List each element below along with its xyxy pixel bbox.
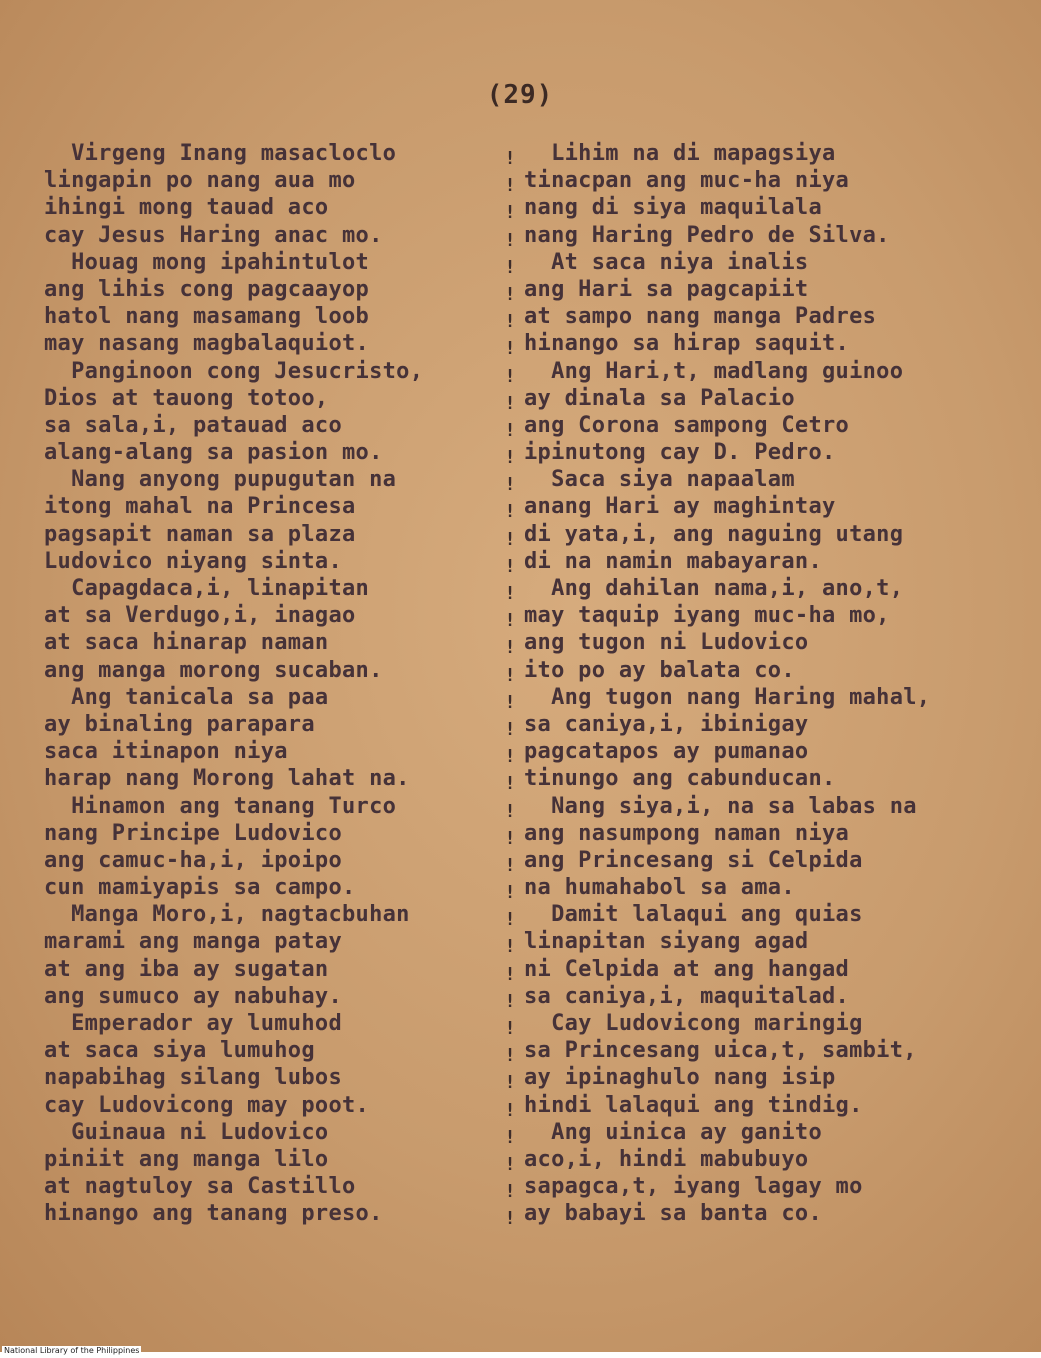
divider-mark: ! xyxy=(504,882,516,904)
verse-line: cay Ludovicong may poot. xyxy=(44,1092,370,1118)
verse-line: Hinamon ang tanang Turco xyxy=(44,793,397,819)
verse-line: harap nang Morong lahat na. xyxy=(44,766,410,792)
verse-line: sapagca,t, iyang lagay mo xyxy=(524,1174,863,1200)
divider-mark: ! xyxy=(504,1208,516,1230)
verse-line: Saca siya napaalam xyxy=(524,467,795,493)
divider-mark: ! xyxy=(504,827,516,849)
verse-line: Nang anyong pupugutan na xyxy=(44,467,397,493)
verse-line: cay Jesus Haring anac mo. xyxy=(44,222,383,248)
verse-line: ang Princesang si Celpida xyxy=(524,847,863,873)
verse-line: may taquip iyang muc-ha mo, xyxy=(524,603,890,629)
verse-line: Ang Hari,t, madlang guinoo xyxy=(524,358,904,384)
verse-line: lingapin po nang aua mo xyxy=(44,168,356,194)
divider-mark: ! xyxy=(504,637,516,659)
divider-mark: ! xyxy=(504,664,516,686)
verse-line: hatol nang masamang loob xyxy=(44,304,370,330)
verse-line: alang-alang sa pasion mo. xyxy=(44,440,383,466)
verse-line: ang nasumpong naman niya xyxy=(524,820,850,846)
verse-line: hinango ang tanang preso. xyxy=(44,1201,383,1227)
verse-line: at sa Verdugo,i, inagao xyxy=(44,603,356,629)
divider-mark: ! xyxy=(504,610,516,632)
divider-mark: ! xyxy=(504,148,516,169)
verse-line: ipinutong cay D. Pedro. xyxy=(524,440,836,466)
verse-line: ang Hari sa pagcapiit xyxy=(524,276,809,302)
verse-line: At saca niya inalis xyxy=(524,249,809,275)
verse-line: Capagdaca,i, linapitan xyxy=(44,576,370,601)
divider-mark: ! xyxy=(504,583,516,604)
verse-line: Lihim na di mapagsiya xyxy=(524,141,836,166)
divider-mark: ! xyxy=(504,1126,516,1148)
divider-mark: ! xyxy=(504,1072,516,1094)
divider-mark: ! xyxy=(504,528,516,550)
verse-line: sa caniya,i, maquitalad. xyxy=(524,983,850,1009)
verse-line: may nasang magbalaquiot. xyxy=(44,331,370,357)
column-divider xyxy=(500,145,520,1233)
verse-line: ang Corona sampong Cetro xyxy=(524,412,850,438)
verse-line: hindi lalaqui ang tindig. xyxy=(524,1092,863,1118)
divider-mark: ! xyxy=(504,555,516,577)
verse-line: Dios at tauong totoo, xyxy=(44,385,329,411)
verse-line: Damit lalaqui ang quias xyxy=(524,902,863,928)
verse-line: itong mahal na Princesa xyxy=(44,494,356,520)
footer-credit: National Library of the Philippines xyxy=(4,1346,140,1355)
verse-line: anang Hari ay maghintay xyxy=(524,494,836,520)
divider-mark: ! xyxy=(504,963,516,985)
verse-line: aco,i, hindi mabubuyo xyxy=(524,1146,809,1172)
verse-line: nang Principe Ludovico xyxy=(44,820,342,846)
verse-line: ihingi mong tauad aco xyxy=(44,195,329,221)
verse-line: cun mamiyapis sa campo. xyxy=(44,875,356,901)
verse-line: di na namin mabayaran. xyxy=(524,548,822,574)
verse-line: napabihag silang lubos xyxy=(44,1065,342,1091)
verse-line: tinacpan ang muc-ha niya xyxy=(524,168,850,194)
divider-mark: ! xyxy=(504,746,516,768)
verse-line: saca itinapon niya xyxy=(44,739,288,765)
divider-mark: ! xyxy=(504,419,516,441)
verse-line: Panginoon cong Jesucristo, xyxy=(44,358,424,384)
verse-line: ang tugon ni Ludovico xyxy=(524,630,809,656)
verse-line: at ang iba ay sugatan xyxy=(44,956,329,982)
divider-mark: ! xyxy=(504,311,516,333)
divider-mark: ! xyxy=(504,718,516,740)
verse-line: Ang tanicala sa paa xyxy=(44,684,329,710)
verse-line: Ludovico niyang sinta. xyxy=(44,548,342,574)
verse-line: at nagtuloy sa Castillo xyxy=(44,1174,356,1200)
verse-line: pagsapit naman sa plaza xyxy=(44,521,356,547)
verse-line: ay babayi sa banta co. xyxy=(524,1201,822,1227)
divider-mark: ! xyxy=(504,447,516,469)
divider-mark: ! xyxy=(504,1045,516,1067)
divider-mark: ! xyxy=(504,1018,516,1039)
page-number: (29) xyxy=(486,80,554,110)
divider-mark: ! xyxy=(504,501,516,523)
left-verse-column xyxy=(44,140,499,1228)
divider-mark: ! xyxy=(504,854,516,876)
verse-line: ang manga morong sucaban. xyxy=(44,657,383,683)
verse-line: ay ipinaghulo nang isip xyxy=(524,1065,836,1091)
verse-line: ang lihis cong pagcaayop xyxy=(44,276,370,302)
divider-mark: ! xyxy=(504,936,516,958)
divider-mark: ! xyxy=(504,175,516,197)
verse-line: na humahabol sa ama. xyxy=(524,875,795,901)
verse-line: tinungo ang cabunducan. xyxy=(524,766,836,792)
divider-mark: ! xyxy=(504,283,516,305)
verse-line: Manga Moro,i, nagtacbuhan xyxy=(44,902,410,928)
verse-line: Virgeng Inang masacloclo xyxy=(44,141,397,166)
divider-mark: ! xyxy=(504,909,516,931)
verse-line: pagcatapos ay pumanao xyxy=(524,739,809,765)
verse-line: di yata,i, ang naguing utang xyxy=(524,521,904,547)
divider-mark: ! xyxy=(504,202,516,224)
right-verse-column xyxy=(524,140,1019,1228)
verse-line: Ang uinica ay ganito xyxy=(524,1119,822,1145)
divider-mark: ! xyxy=(504,229,516,251)
verse-line: at sampo nang manga Padres xyxy=(524,304,877,330)
verse-line: Guinaua ni Ludovico xyxy=(44,1119,329,1145)
divider-mark: ! xyxy=(504,773,516,795)
verse-line: sa sala,i, patauad aco xyxy=(44,412,342,438)
verse-line: Houag mong ipahintulot xyxy=(44,249,370,275)
verse-line: ito po ay balata co. xyxy=(524,657,795,683)
verse-line: at saca siya lumuhog xyxy=(44,1038,315,1064)
verse-line: piniit ang manga lilo xyxy=(44,1146,329,1172)
divider-mark: ! xyxy=(504,990,516,1012)
divider-mark: ! xyxy=(504,1099,516,1121)
divider-mark: ! xyxy=(504,691,516,713)
verse-line: ang sumuco ay nabuhay. xyxy=(44,983,342,1009)
verse-line: sa Princesang uica,t, sambit, xyxy=(524,1038,917,1064)
verse-line: Nang siya,i, na sa labas na xyxy=(524,793,917,819)
verse-line: sa caniya,i, ibinigay xyxy=(524,711,809,737)
verse-line: Emperador ay lumuhod xyxy=(44,1011,342,1036)
verse-line: hinango sa hirap saquit. xyxy=(524,331,850,357)
verse-line: ay binaling parapara xyxy=(44,711,315,737)
divider-mark: ! xyxy=(504,1153,516,1175)
divider-mark: ! xyxy=(504,365,516,387)
verse-line: Cay Ludovicong maringig xyxy=(524,1011,863,1036)
verse-line: ni Celpida at ang hangad xyxy=(524,956,850,982)
verse-line: Ang tugon nang Haring mahal, xyxy=(524,684,931,710)
verse-line: nang Haring Pedro de Silva. xyxy=(524,222,890,248)
verse-line: Ang dahilan nama,i, ano,t, xyxy=(524,576,904,601)
divider-mark: ! xyxy=(504,474,516,496)
verse-line: nang di siya maquilala xyxy=(524,195,822,221)
verse-line: ay dinala sa Palacio xyxy=(524,385,795,411)
divider-mark: ! xyxy=(504,338,516,360)
verse-line: linapitan siyang agad xyxy=(524,929,809,955)
footer-bar xyxy=(0,1352,1041,1358)
divider-mark: ! xyxy=(504,256,516,278)
divider-mark: ! xyxy=(504,800,516,822)
divider-mark: ! xyxy=(504,392,516,414)
divider-mark: ! xyxy=(504,1181,516,1203)
verse-line: at saca hinarap naman xyxy=(44,630,329,656)
verse-line: ang camuc-ha,i, ipoipo xyxy=(44,847,342,873)
verse-line: marami ang manga patay xyxy=(44,929,342,955)
